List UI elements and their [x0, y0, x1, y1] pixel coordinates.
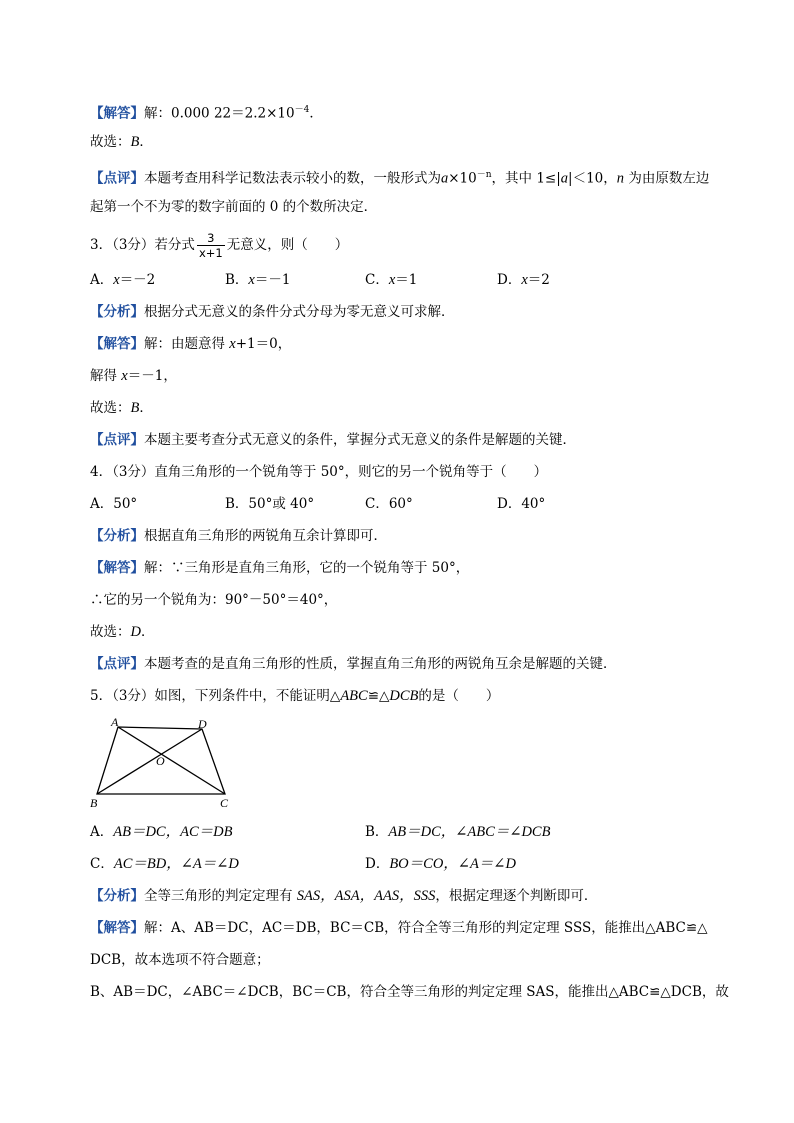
q2-review-line2: 起第一个不为零的数字前面的 0 的个数所决定． — [90, 199, 378, 215]
option-label: A． — [90, 496, 114, 512]
option-label: D． — [497, 496, 522, 512]
q4-option-b[interactable] — [225, 494, 314, 514]
q5-stem — [90, 686, 499, 706]
option-label: C． — [365, 496, 389, 512]
diagonal-ac — [118, 727, 225, 794]
answer-tag: 【解答】 — [90, 560, 144, 576]
review-exponent: －n — [476, 170, 492, 180]
q4-therefore: ∴它的另一个锐角为：90°－50°＝40°， — [90, 592, 338, 608]
solve-var: x — [121, 368, 128, 384]
answer-text: 解：∵三角形是直角三角形，它的一个锐角等于 50°， — [144, 560, 470, 576]
q5-option-b[interactable] — [365, 822, 550, 842]
option-label: C． — [365, 272, 389, 288]
answer-tag: 【解答】 — [90, 920, 144, 936]
option-var: x — [388, 272, 396, 288]
option-label: B． — [225, 272, 249, 288]
q2-answer-line — [90, 100, 323, 124]
choose-text: 故选： — [90, 400, 131, 416]
option-label: A． — [90, 824, 114, 840]
option-value: ＝2 — [527, 272, 550, 288]
fraction-denominator: x+1 — [198, 246, 223, 260]
q5-answer-line1 — [90, 918, 708, 938]
review-var: a — [560, 170, 569, 187]
option-var: x — [521, 272, 528, 288]
choose-letter: B — [130, 400, 140, 416]
answer-tag: 【解答】 — [90, 105, 144, 122]
answer-text: 解：A、AB＝DC，AC＝DB，BC＝CB，符合全等三角形的判定定理 SSS，能推出△ABC≌△ — [144, 920, 708, 936]
q5-option-d[interactable] — [365, 854, 516, 874]
choose-text: 故选： — [90, 134, 131, 150]
fraction-numerator: 3 — [197, 231, 225, 246]
answer-var: x — [229, 336, 236, 352]
analysis-text: 根据直角三角形的两锐角互余计算即可． — [144, 528, 387, 544]
review-text: 本题考查用科学记数法表示较小的数，一般形式为 — [144, 170, 441, 187]
option-var: x — [248, 272, 255, 288]
choose-end: ． — [139, 400, 153, 416]
answer-exponent: －4 — [294, 105, 310, 115]
q5-answer-line2: DCB，故本选项不符合题意； — [90, 952, 270, 968]
analysis-text: 全等三角形的判定定理有 — [144, 888, 297, 904]
stem-var: ABC — [340, 688, 368, 704]
solve-text: 解得 — [90, 368, 122, 384]
option-value: ＝1 — [395, 272, 418, 288]
review-tag: 【点评】 — [90, 432, 144, 448]
stem-text: ≌△ — [367, 688, 390, 704]
q3-option-a[interactable] — [90, 270, 155, 290]
triangle-figure — [84, 712, 244, 812]
diagonal-db — [97, 729, 202, 794]
choose-end: ． — [139, 134, 153, 150]
answer-tag: 【解答】 — [90, 336, 144, 352]
option-value: ＝－2 — [119, 272, 156, 288]
q4-answer — [90, 558, 469, 578]
review-tag: 【点评】 — [90, 170, 144, 187]
analysis-text: 根据分式无意义的条件分式分母为零无意义可求解． — [144, 304, 455, 320]
analysis-tag: 【分析】 — [90, 528, 144, 544]
review-text: 本题主要考查分式无意义的条件，掌握分式无意义的条件是解题的关键． — [144, 432, 576, 448]
q5-answer-line3: B、AB＝DC，∠ABC＝∠DCB，BC＝CB，符合全等三角形的判定定理 SAS，能推出△ABC≌△DCB，故 — [90, 984, 729, 1000]
option-label: C． — [90, 856, 114, 872]
analysis-vars: SAS，ASA，AAS，SSS — [296, 888, 436, 904]
option-value: ＝－1 — [254, 272, 291, 288]
choose-letter: D — [130, 624, 141, 640]
q4-analysis — [90, 526, 387, 546]
fraction — [197, 231, 225, 260]
q3-option-c[interactable] — [365, 270, 417, 290]
q4-stem: 4．（3分）直角三角形的一个锐角等于 50°，则它的另一个锐角等于（ ） — [90, 464, 548, 480]
review-text: ，其中 1≤| — [491, 170, 561, 187]
answer-end: ． — [309, 105, 323, 122]
analysis-text: ，根据定理逐个判断即可． — [435, 888, 598, 904]
q4-review — [90, 654, 617, 674]
option-value: 40° — [521, 496, 546, 512]
review-tag: 【点评】 — [90, 656, 144, 672]
q3-analysis — [90, 302, 455, 322]
review-text: ×10 — [448, 170, 477, 187]
q5-analysis — [90, 886, 597, 906]
q3-option-d[interactable] — [497, 270, 550, 290]
option-text: AC＝BD，∠A＝∠D — [113, 856, 239, 872]
q4-option-a[interactable] — [90, 494, 137, 514]
answer-text: 解：0.000 22＝2.2×10 — [144, 105, 295, 122]
q4-option-c[interactable] — [365, 494, 413, 514]
option-label: D． — [365, 856, 390, 872]
choose-letter: B — [130, 134, 140, 150]
q3-review — [90, 430, 576, 450]
q2-review-line1 — [90, 165, 709, 189]
analysis-tag: 【分析】 — [90, 888, 144, 904]
analysis-tag: 【分析】 — [90, 304, 144, 320]
q5-option-a[interactable] — [90, 822, 232, 842]
choose-text: 故选： — [90, 624, 131, 640]
option-label: B． — [365, 824, 389, 840]
review-text: 为由原数左边 — [624, 170, 710, 187]
stem-var: DCB — [389, 688, 419, 704]
option-label: B． — [225, 496, 249, 512]
q3-option-b[interactable] — [225, 270, 290, 290]
review-var: n — [616, 170, 625, 187]
review-var: a — [441, 170, 449, 187]
label-a: A — [111, 715, 119, 729]
choose-end: ． — [140, 624, 155, 640]
review-text: |＜10， — [568, 170, 617, 187]
q3-solve — [90, 366, 177, 386]
option-value: 50° — [113, 496, 138, 512]
label-d: D — [198, 717, 207, 731]
option-text: AB＝DC，AC＝DB — [113, 824, 233, 840]
label-b: B — [90, 796, 98, 810]
stem-text: 5．（3分）如图，下列条件中，不能证明△ — [90, 688, 341, 704]
answer-text: 解：由题意得 — [144, 336, 230, 352]
stem-text: 的是（ ） — [418, 688, 500, 704]
option-var: x — [113, 272, 120, 288]
label-o: O — [156, 754, 165, 768]
q3-stem — [90, 227, 348, 263]
option-text: AB＝DC，∠ABC＝∠DCB — [388, 824, 551, 840]
option-label: D． — [497, 272, 522, 288]
stem-text: 3．（3分）若分式 — [90, 237, 195, 253]
solve-text: ＝－1， — [127, 368, 177, 384]
label-c: C — [220, 796, 229, 810]
q2-choose-line — [90, 132, 153, 152]
q4-choose — [90, 622, 154, 642]
stem-text: 无意义，则（ ） — [226, 237, 349, 253]
option-label: A． — [90, 272, 114, 288]
option-text: BO＝CO，∠A＝∠D — [389, 856, 516, 872]
q3-choose — [90, 398, 153, 418]
option-value: 50°或 40° — [248, 496, 315, 512]
answer-text: +1＝0， — [235, 336, 292, 352]
q4-option-d[interactable] — [497, 494, 545, 514]
option-value: 60° — [388, 496, 413, 512]
q5-option-c[interactable] — [90, 854, 239, 874]
review-text: 本题考查的是直角三角形的性质，掌握直角三角形的两锐角互余是解题的关键． — [144, 656, 617, 672]
q3-answer — [90, 334, 291, 354]
